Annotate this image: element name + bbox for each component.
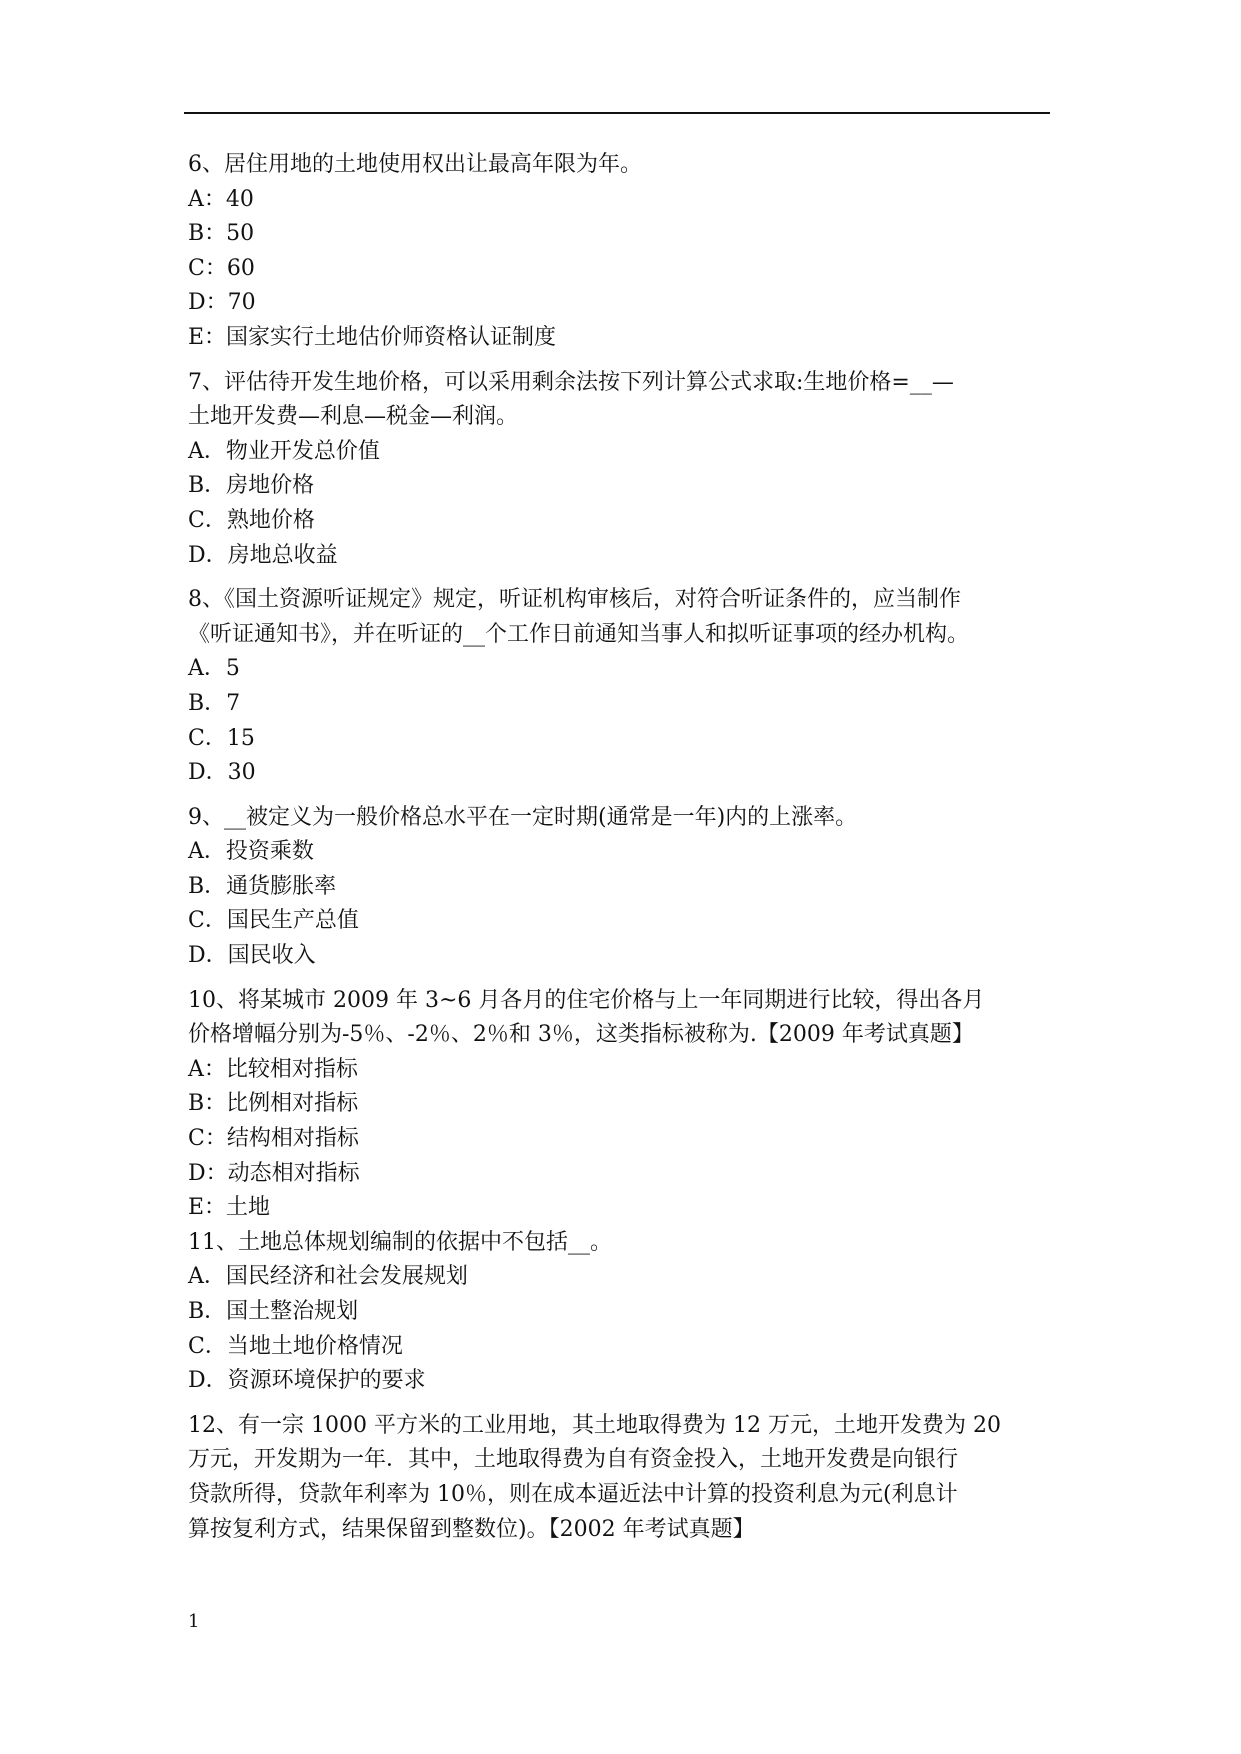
question-7-stem-line-2: 土地开发费—利息—税金—利润。 xyxy=(188,404,519,430)
question-9-stem: 9、__被定义为一般价格总水平在一定时期(通常是一年)内的上涨率。 xyxy=(188,804,858,830)
question-11-stem: 11、土地总体规划编制的依据中不包括__。 xyxy=(188,1229,612,1255)
question-12-stem-line-2: 万元，开发期为一年．其中，土地取得费为自有资金投入，土地开发费是向银行 xyxy=(188,1447,959,1473)
question-7 xyxy=(188,366,1068,574)
question-7-option-d: D．房地总收益 xyxy=(188,542,338,568)
question-6-option-a: A：40 xyxy=(188,186,254,212)
question-9-option-b: B．通货膨胀率 xyxy=(188,873,337,899)
question-10-option-b: B：比例相对指标 xyxy=(188,1091,359,1117)
question-11-option-c: C．当地土地价格情况 xyxy=(188,1333,403,1359)
question-10-option-d: D：动态相对指标 xyxy=(188,1160,360,1186)
question-12-stem-line-4: 算按复利方式，结果保留到整数位)。【2002 年考试真题】 xyxy=(188,1516,755,1542)
question-6-option-c: C：60 xyxy=(188,255,255,281)
question-6-option-e: E：国家实行土地估价师资格认证制度 xyxy=(188,324,557,350)
question-11-option-b: B．国土整治规划 xyxy=(188,1299,359,1324)
question-7-stem-line-1: 7、评估待开发生地价格，可以采用剩余法按下列计算公式求取:生地价格=__— xyxy=(188,369,954,395)
question-9-option-c: C．国民生产总值 xyxy=(188,908,359,934)
question-9-option-a: A．投资乘数 xyxy=(188,839,314,865)
question-12 xyxy=(188,1409,1068,1547)
question-list xyxy=(188,148,1068,1547)
question-8-option-b: B．7 xyxy=(188,690,241,716)
page-number: 1 xyxy=(188,1611,200,1632)
question-10 xyxy=(188,984,1068,1226)
question-10-stem-line-1: 10、将某城市 2009 年 3~6 月各月的住宅价格与上一年同期进行比较，得出各月 xyxy=(188,987,985,1013)
question-11-option-a: A．国民经济和社会发展规划 xyxy=(188,1264,468,1290)
question-8-stem-line-1: 8、《国土资源听证规定》规定，听证机构审核后，对符合听证条件的，应当制作 xyxy=(188,587,961,613)
question-8-option-d: D．30 xyxy=(188,760,256,786)
question-7-option-b: B．房地价格 xyxy=(188,473,315,499)
question-8-stem-line-2: 《听证通知书》，并在听证的__个工作日前通知当事人和拟听证事项的经办机构。 xyxy=(188,621,970,647)
question-6-stem: 6、居住用地的土地使用权出让最高年限为年。 xyxy=(188,152,642,177)
question-6-option-d: D：70 xyxy=(188,290,256,316)
question-10-option-a: A：比较相对指标 xyxy=(188,1056,358,1082)
question-12-stem-line-3: 贷款所得，贷款年利率为 10％，则在成本逼近法中计算的投资利息为元(利息计 xyxy=(188,1481,958,1507)
question-10-stem-line-2: 价格增幅分别为-5％、-2％、2％和 3％，这类指标被称为.【2009 年考试真题】 xyxy=(188,1022,974,1048)
question-8 xyxy=(188,583,1068,791)
question-6-option-b: B：50 xyxy=(188,221,255,247)
header-rule xyxy=(184,112,1050,114)
question-10-option-e: E：土地 xyxy=(188,1195,271,1221)
question-9 xyxy=(188,801,1068,974)
question-7-option-c: C．熟地价格 xyxy=(188,507,315,533)
question-11 xyxy=(188,1226,1068,1399)
question-8-option-c: C．15 xyxy=(188,725,255,751)
question-12-stem-line-1: 12、有一宗 1000 平方米的工业用地，其土地取得费为 12 万元，土地开发费为 20 xyxy=(188,1412,1001,1438)
question-8-option-a: A．5 xyxy=(188,656,240,682)
question-10-option-c: C：结构相对指标 xyxy=(188,1126,359,1152)
question-11-option-d: D．资源环境保护的要求 xyxy=(188,1368,426,1394)
question-6 xyxy=(188,148,1068,356)
question-7-option-a: A．物业开发总价值 xyxy=(188,438,380,464)
question-9-option-d: D．国民收入 xyxy=(188,943,316,969)
